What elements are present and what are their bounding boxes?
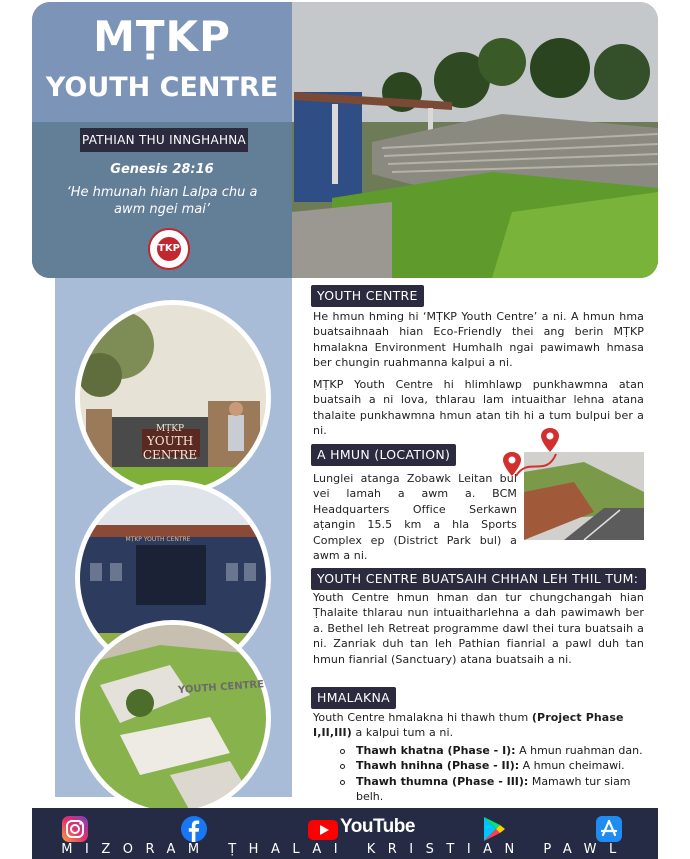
- route-curve-icon: [512, 448, 560, 484]
- list-item: [334, 743, 654, 758]
- sign-text-2: YOUTH: [146, 434, 194, 448]
- phase-label: Thawh khatna (Phase - I):: [356, 744, 516, 757]
- tkp-logo-mark: TKP: [157, 237, 181, 261]
- youth-centre-paragraph-1: He hmun hming hi ‘MṬKP Youth Centre’ a ni. A hmun hma buatsaihnaah hian Eco-Friendly thei ang berin MṬKP hmalakna Environment Humhalh ngai pawimawh hmasa ber chungin ruahmanna kalpui a ni.: [313, 310, 644, 370]
- building-sign-text: MṬKP YOUTH CENTRE: [125, 536, 191, 543]
- youtube-label[interactable]: YouTube: [340, 816, 415, 837]
- topdown-sign-text: YOUTH CENTRE: [177, 679, 265, 697]
- photo-entrance-sign: [75, 300, 271, 496]
- heading-hmalakna: HMALAKNA: [311, 687, 396, 709]
- hmalakna-project-phase: (Project Phase I,II,III): [313, 711, 624, 740]
- hmalakna-intro-end: a kalpui tum a ni.: [351, 726, 454, 740]
- hero-title-youth-centre: YOUTH CENTRE: [45, 72, 279, 103]
- list-item: [334, 774, 654, 805]
- phase-text: A hmun ruahman dan.: [515, 744, 643, 757]
- list-item: [334, 758, 654, 773]
- footer-bar: [32, 808, 658, 859]
- footer-org-name: MIZORAM ṬHALAI KRISTIAN PAWL: [61, 842, 629, 857]
- entrance-sign-image: [80, 305, 266, 491]
- purpose-paragraph: Youth Centre hmun hman dan tur chungchangah hian Ṭhalaite thlarau nun intuaitharlehna a dah pawimawh ber a. Bethel leh Retreat programme dawl thei tura buatsaih a ni. Zanriak duh tan leh Pathian fianrial a pawl duh tan hmun fianrial (Sanctuary) atana buatsaih a ni.: [313, 591, 644, 666]
- hero-banner: [32, 2, 658, 278]
- hmalakna-intro-text: Youth Centre hmalakna hi thawh thum: [313, 711, 532, 724]
- youth-centre-paragraph-2: MṬKP Youth Centre hi hlimhlawp punkhawmna atan buatsaih a ni lova, thlarau lam intuaithar lehna atana thalaite punkhawmna hmun atan tih hi a tum bulpui ber a ni.: [313, 378, 644, 438]
- photo-topdown-render: [75, 620, 271, 816]
- tkp-logo: [148, 228, 190, 270]
- google-play-icon[interactable]: [482, 816, 506, 842]
- instagram-icon[interactable]: [62, 816, 88, 842]
- heading-location: A HMUN (LOCATION): [311, 444, 456, 466]
- app-store-icon[interactable]: [596, 816, 622, 842]
- heading-purpose: YOUTH CENTRE BUATSAIH CHHAN LEH THIL TUM:: [311, 568, 646, 590]
- sign-text-1: MṬKP: [156, 424, 184, 434]
- heading-youth-centre: YOUTH CENTRE: [311, 285, 424, 307]
- youtube-icon[interactable]: [308, 816, 338, 842]
- phase-label: Thawh hnihna (Phase - II):: [356, 759, 520, 773]
- phase-text: A hmun cheimawi.: [519, 759, 625, 773]
- verse-text: ‘He hmunah hian Lalpa chu a awm ngei mai’: [66, 185, 258, 217]
- hero-title-mtkp: MṬKP: [93, 12, 231, 61]
- phase-text: Mamawh tur siam belh.: [356, 774, 631, 804]
- facebook-icon[interactable]: [180, 816, 208, 842]
- phase-label: Thawh thumna (Phase - III):: [356, 774, 529, 788]
- phase-list: [334, 743, 654, 805]
- sign-text-3: CENTRE: [142, 448, 198, 462]
- hmalakna-intro: [313, 710, 644, 741]
- location-paragraph: Lunglei atanga Zobawk Leitan bul vei lamah a awm a. BCM Headquarters Office Serkawn aṭangin 15.5 km a hla Sports Complex ep (District Park bul) a awm a ni.: [313, 472, 517, 563]
- verse-reference: Genesis 28:16: [110, 162, 214, 177]
- tagline-badge: PATHIAN THU INNGHAHNA: [80, 128, 248, 152]
- topdown-render-image: [80, 625, 266, 811]
